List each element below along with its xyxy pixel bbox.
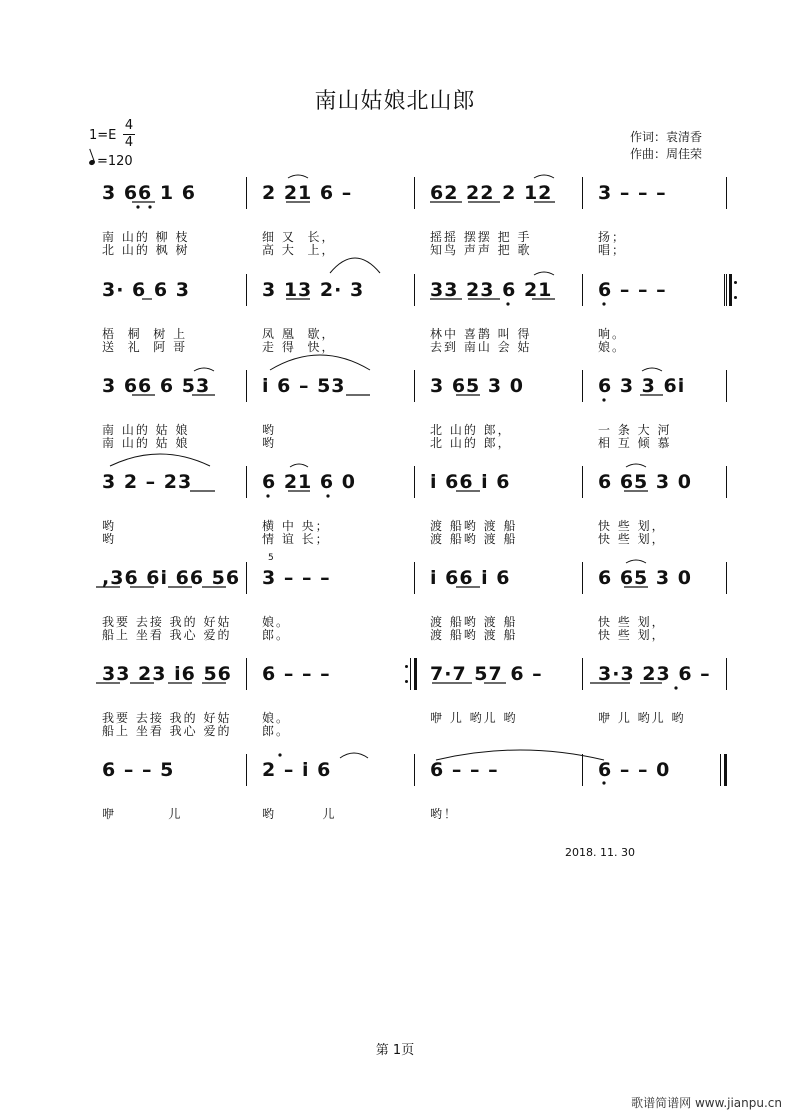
lyric-2: 哟 [102, 532, 117, 546]
measure: 62 22 2 12 [430, 182, 553, 204]
lyric-2: 北 山的 枫 树 [102, 243, 190, 257]
final-barline-thin [720, 754, 721, 786]
repeat-start-thin [410, 658, 411, 690]
lyric-2: 送 礼 阿 哥 [102, 340, 188, 354]
barline [726, 466, 727, 498]
lyric-1: 我要 去接 我的 好姑 [102, 711, 232, 725]
lyric-1: 哟 儿 [262, 807, 337, 821]
barline [582, 562, 583, 594]
measure: 2 21 6 – [262, 182, 353, 204]
barline [246, 754, 247, 786]
barline [582, 466, 583, 498]
lyric-1: 哟 [262, 423, 277, 437]
measure: ,36 6i 66 56 [102, 567, 241, 589]
slur-mark [194, 368, 214, 371]
measure: 6 – – – [598, 279, 667, 301]
slur-mark [626, 464, 646, 467]
lyric-1: 响。 [598, 327, 627, 341]
lyric-2: 知鸟 声声 把 歌 [430, 243, 532, 257]
measure: i 66 i 6 [430, 567, 511, 589]
barline [246, 562, 247, 594]
barline [414, 274, 415, 306]
measure: 6 65 3 0 [598, 567, 692, 589]
lyric-2: 船上 坐看 我心 爱的 [102, 628, 232, 642]
measure: 3 66 6 53 [102, 375, 211, 397]
measure: i 66 i 6 [430, 471, 511, 493]
slur-mark [290, 464, 308, 467]
quarter-note-icon [88, 159, 95, 166]
lyricist-credit: 作词：袁清香 [630, 130, 703, 144]
barline [414, 177, 415, 209]
barline [414, 562, 415, 594]
watermark: 歌谱简谱网 www.jianpu.cn [631, 1096, 782, 1110]
song-title: 南山姑娘北山郎 [314, 89, 476, 114]
slur-mark [626, 560, 646, 563]
measure: 6 65 3 0 [598, 471, 692, 493]
time-sig-top: 4 [124, 118, 134, 133]
measure: 6 3 3 6i [598, 375, 686, 397]
score-line [0, 663, 790, 751]
lyric-2: 唱； [598, 243, 627, 257]
barline [246, 177, 247, 209]
barline [726, 562, 727, 594]
lyric-1: 横 中 央； [262, 519, 330, 533]
lyric-2: 走 得 快， [262, 340, 336, 354]
score-line [0, 759, 790, 847]
slur-mark [534, 175, 554, 178]
barline [726, 658, 727, 690]
barline [582, 274, 583, 306]
lyric-1: 渡 船哟 渡 船 [430, 615, 518, 629]
lyric-2: 去到 南山 会 姑 [430, 340, 532, 354]
lyric-1: 快 些 划， [598, 615, 666, 629]
barline [414, 466, 415, 498]
lyric-1: 凤 凰 歇， [262, 327, 336, 341]
lyric-1: 哟！ [430, 807, 459, 821]
lyric-2: 南 山的 姑 娘 [102, 436, 190, 450]
lyric-1: 我要 去接 我的 好姑 [102, 615, 232, 629]
lyric-1: 北 山的 郎， [430, 423, 512, 437]
page-number: 第 1页 [375, 1043, 415, 1058]
barline [246, 466, 247, 498]
lyric-2: 北 山的 郎， [430, 436, 512, 450]
slur-mark [288, 175, 308, 178]
lyric-2: 渡 船哟 渡 船 [430, 628, 518, 642]
measure: 3 13 2· 3 [262, 279, 365, 301]
barline [726, 177, 727, 209]
repeat-end-thin [724, 274, 725, 306]
lyric-1: 一 条 大 河 [598, 423, 672, 437]
measure: 3 2 – 23 [102, 471, 193, 493]
measure: 6 21 6 0 [262, 471, 356, 493]
barline [414, 370, 415, 402]
measure: 7·7 57 6 – [430, 663, 543, 685]
score-line [0, 375, 790, 463]
lyric-1: 娘。 [262, 711, 291, 725]
score-line [0, 182, 790, 270]
barline [726, 370, 727, 402]
lyric-1: 摇摇 摆摆 把 手 [430, 230, 532, 244]
lyric-2: 郎。 [262, 628, 291, 642]
measure: 33 23 6 21 [430, 279, 553, 301]
repeat-dots [734, 281, 737, 299]
slur-mark [340, 753, 368, 758]
measure: i 6 – 53 [262, 375, 346, 397]
lyric-1: 快 些 划， [598, 519, 666, 533]
lyric-2: 哟 [262, 436, 277, 450]
repeat-end-thick [729, 274, 732, 306]
lyric-1: 细 又 长， [262, 230, 336, 244]
barline [726, 274, 727, 306]
barline [582, 658, 583, 690]
time-sig-bottom: 4 [124, 135, 134, 150]
lyric-2: 快 些 划， [598, 532, 666, 546]
barline [582, 370, 583, 402]
repeat-dots [405, 665, 408, 683]
lyric-1: 扬； [598, 230, 627, 244]
score-line [0, 553, 790, 655]
lyric-2: 情 谊 长； [262, 532, 330, 546]
lyric-2: 高 大 上， [262, 243, 336, 257]
lyric-1: 梧 桐 树 上 [102, 327, 188, 341]
barline [246, 370, 247, 402]
barline [246, 274, 247, 306]
repeat-start-thick [414, 658, 417, 690]
tempo-marking [89, 154, 133, 169]
lyric-1: 咿 儿 [102, 807, 183, 821]
key-signature: 1=E [89, 128, 117, 143]
lyric-2: 船上 坐看 我心 爱的 [102, 724, 232, 738]
measure: 3·3 23 6 – [598, 663, 711, 685]
lyric-1: 哟 [102, 519, 117, 533]
time-signature [122, 118, 136, 151]
lyric-1: 咿 儿 哟儿 哟 [598, 711, 686, 725]
lyric-1: 娘。 [262, 615, 291, 629]
measure: 6 – – 0 [598, 759, 671, 781]
score-line [0, 471, 790, 559]
lyric-1: 南 山的 姑 娘 [102, 423, 190, 437]
lyric-1: 渡 船哟 渡 船 [430, 519, 518, 533]
octave-dot [278, 753, 281, 756]
measure: 3· 6 6 3 [102, 279, 190, 301]
barline [582, 754, 583, 786]
slur-mark [534, 272, 554, 275]
lyric-1: 咿 儿 哟儿 哟 [430, 711, 518, 725]
lyric-1: 南 山的 柳 枝 [102, 230, 190, 244]
final-barline-thick [724, 754, 727, 786]
measure: 3 66 1 6 [102, 182, 196, 204]
barline [246, 658, 247, 690]
tempo-value: =120 [97, 154, 133, 169]
measure: 2 – i 6 [262, 759, 332, 781]
grace-note: 5 [268, 553, 276, 563]
lyric-2: 渡 船哟 渡 船 [430, 532, 518, 546]
barline [414, 754, 415, 786]
measure: 3 – – – [262, 567, 331, 589]
slur-mark [642, 368, 662, 371]
measure: 6 – – – [430, 759, 499, 781]
composer-credit: 作曲：周佳荣 [630, 147, 703, 161]
date: 2018. 11. 30 [565, 846, 635, 859]
measure: 3 65 3 0 [430, 375, 524, 397]
lyric-2: 相 互 倾 慕 [598, 436, 672, 450]
lyric-2: 娘。 [598, 340, 627, 354]
lyric-1: 林中 喜鹊 叫 得 [430, 327, 532, 341]
measure: 33 23 i6 56 [102, 663, 232, 685]
lyric-2: 快 些 划， [598, 628, 666, 642]
measure: 6 – – 5 [102, 759, 175, 781]
barline [582, 177, 583, 209]
measure: 6 – – – [262, 663, 331, 685]
lyric-2: 郎。 [262, 724, 291, 738]
measure: 3 – – – [598, 182, 667, 204]
score-line [0, 279, 790, 367]
